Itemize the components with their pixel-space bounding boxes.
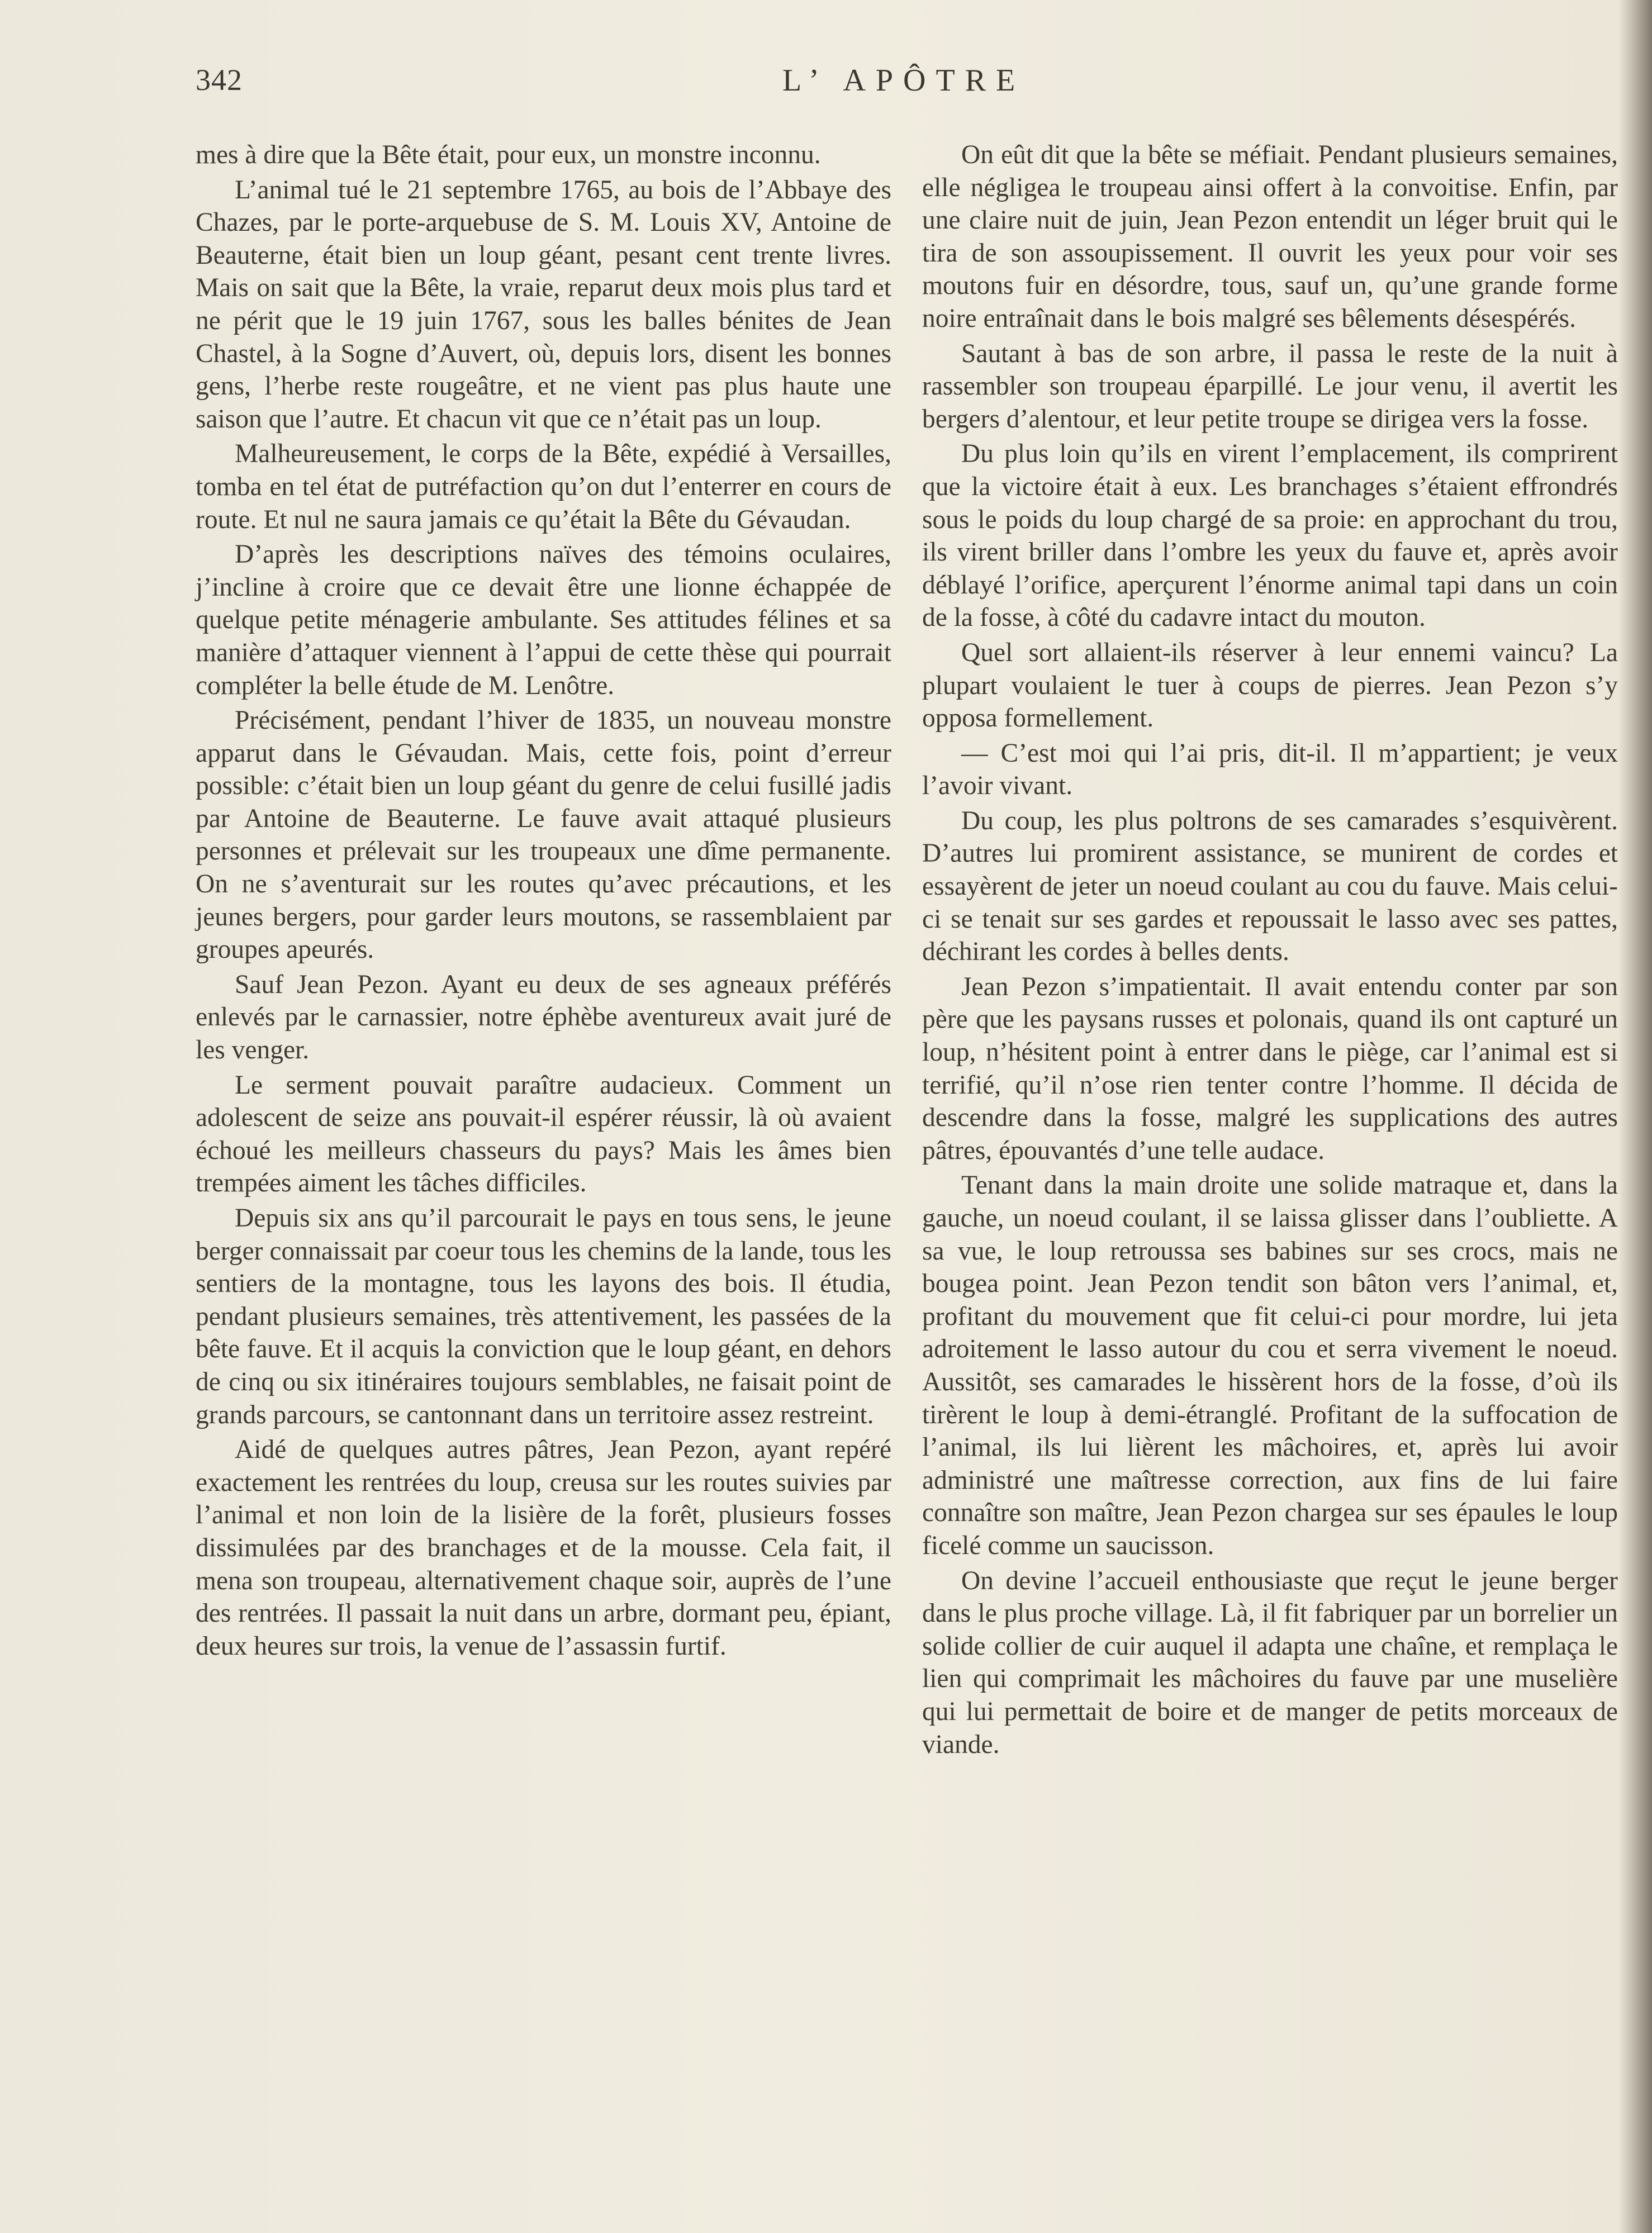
paragraph: L’animal tué le 21 septembre 1765, au bois de l’Abbaye des Chazes, par le porte-arquebuse de S. M. Louis XV, Antoine de Beauterne, était bien un loup géant, pesant cent trente livres. Mais on sait que la Bête, la vraie, reparut deux mois plus tard et ne périt que le 19 juin 1767, sous les balles bénites de Jean Chastel, à la Sogne d’Auvert, où, depuis lors, disent les bonnes gens, l’herbe reste rougeâtre, et ne vient pas plus haute une saison que l’autre. Et chacun vit que ce n’était pas un loup. [196,175,891,434]
paragraph: Depuis six ans qu’il parcourait le pays en tous sens, le jeune berger connaissait par coeur tous les chemins de la lande, tous les sentiers de la montagne, tous les layons des bois. Il étudia, pendant plusieurs semaines, très attentivement, les passées de la bête fauve. Et il acquis la conviction que le loup géant, en dehors de cinq ou six itinéraires toujours semblables, ne faisait point de grands parcours, se cantonnant dans un territoire assez restreint. [196,1204,891,1429]
paragraph: Quel sort allaient-ils réserver à leur ennemi vaincu? La plupart voulaient le tuer à coups de pierres. Jean Pezon s’y opposa formellement. [922,638,1618,733]
paragraph: Du plus loin qu’ils en virent l’emplacement, ils comprirent que la victoire était à eux. Les branchages s’étaient effrondrés sous le poids du loup chargé de sa proie: en approchant du trou, ils virent briller dans l’ombre les yeux du fauve et, après avoir déblayé l’orifice, aperçurent l’énorme animal tapi dans un coin de la fosse, à côté du cadavre intact du mouton. [922,439,1618,633]
binding-shadow [1618,0,1652,2233]
paragraph: On eût dit que la bête se méfiait. Pendant plusieurs semaines, elle négligea le troupeau ainsi offert à la convoitise. Enfin, par une claire nuit de juin, Jean Pezon entendit un léger bruit qui le tira de son assoupissement. Il ouvrit les yeux pour voir ses moutons fuir en désordre, tous, sauf un, qu’une grande forme noire entraînait dans le bois malgré ses bêlements désespérés. [922,140,1618,333]
paragraph: Précisément, pendant l’hiver de 1835, un nouveau monstre apparut dans le Gévaudan. Mais, cette fois, point d’erreur possible: c’était bien un loup géant du genre de celui fusillé jadis par Antoine de Beauterne. Le fauve avait attaqué plusieurs personnes et prélevait sur les troupeaux une dîme permanente. On ne s’aventurait sur les routes qu’avec précautions, et les jeunes bergers, pour garder leurs moutons, se rassemblaient par groupes apeurés. [196,706,891,965]
paragraph: D’après les descriptions naïves des témoins oculaires, j’incline à croire que ce devait être une lionne échappée de quelque petite ménagerie ambulante. Ses attitudes félines et sa manière d’attaquer viennent à l’appui de cette thèse qui pourrait compléter la belle étude de M. Lenôtre. [196,540,891,700]
page-header [196,63,1593,107]
left-column [196,139,891,1665]
paragraph: Jean Pezon s’impatientait. Il avait entendu conter par son père que les paysans russes et polonais, quand ils ont capturé un loup, n’hésitent point à entrer dans le piège, car l’animal est si terrifié, qu’il n’ose rien tenter contre l’homme. Il décida de descendre dans la fosse, malgré les supplications des autres pâtres, épouvantés d’une telle audace. [922,972,1618,1165]
paragraph: — C’est moi qui l’ai pris, dit-il. Il m’appartient; je veux l’avoir vivant. [922,738,1618,801]
paragraph: Sautant à bas de son arbre, il passa le reste de la nuit à rassembler son troupeau éparpillé. Le jour venu, il avertit les bergers d’alentour, et leur petite troupe se dirigea vers la fosse. [922,339,1618,434]
paragraph: Aidé de quelques autres pâtres, Jean Pezon, ayant repéré exactement les rentrées du loup, creusa sur les routes suivies par l’animal et non loin de la lisière de la forêt, plusieurs fosses dissimulées par des branchages et de la mousse. Cela fait, il mena son troupeau, alternativement chaque soir, auprès de l’une des rentrées. Il passait la nuit dans un arbre, dormant peu, épiant, deux heures sur trois, la venue de l’assassin furtif. [196,1435,891,1661]
paragraph: Le serment pouvait paraître audacieux. Comment un adolescent de seize ans pouvait-il espérer réussir, là où avaient échoué les meilleurs chasseurs du pays? Mais les âmes bien trempées aiment les tâches difficiles. [196,1070,891,1198]
paragraph: mes à dire que la Bête était, pour eux, un monstre inconnu. [196,140,821,169]
paragraph: On devine l’accueil enthousiaste que reçut le jeune berger dans le plus proche village. Là, il fit fabriquer par un borrelier un solide collier de cuir auquel il adapta une chaîne, et remplaça le lien qui comprimait les mâchoires du fauve par une muselière qui lui permettait de boire et de manger de petits morceaux de viande. [922,1566,1618,1759]
paragraph: Tenant dans la main droite une solide matraque et, dans la gauche, un noeud coulant, il se laissa glisser dans l’oubliette. A sa vue, le loup retroussa ses babines sur ses crocs, mais ne bougea point. Jean Pezon tendit son bâton vers l’animal, et, profitant du mouvement que fit celui-ci pour mordre, lui jeta adroitement le lasso autour du cou et serra vivement le noeud. Aussitôt, ses camarades le hissèrent hors de la fosse, d’où ils tirèrent le loup à demi-étranglé. Profitant de la suffocation de l’animal, ils lui lièrent les mâchoires, et, après lui avoir administré une maîtresse correction, aux fins de lui faire connaître son maître, Jean Pezon chargea sur ses épaules le loup ficelé comme un saucisson. [922,1171,1618,1560]
right-column [922,139,1618,1763]
running-title: L’ APÔTRE [782,63,1026,98]
paragraph: Malheureusement, le corps de la Bête, expédié à Versailles, tomba en tel état de putréfaction qu’on dut l’enterrer en cours de route. Et nul ne saura jamais ce qu’était la Bête du Gévaudan. [196,439,891,534]
page-number: 342 [196,63,243,97]
paragraph: Du coup, les plus poltrons de ses camarades s’esquivèrent. D’autres lui promirent assistance, se munirent de cordes et essayèrent de jeter un noeud coulant au cou du fauve. Mais celui-ci se tenait sur ses gardes et repoussait le lasso avec ses pattes, déchirant les cordes à belles dents. [922,806,1618,967]
paragraph: Sauf Jean Pezon. Ayant eu deux de ses agneaux préférés enlevés par le carnassier, notre éphèbe aventureux avait juré de les venger. [196,970,891,1065]
